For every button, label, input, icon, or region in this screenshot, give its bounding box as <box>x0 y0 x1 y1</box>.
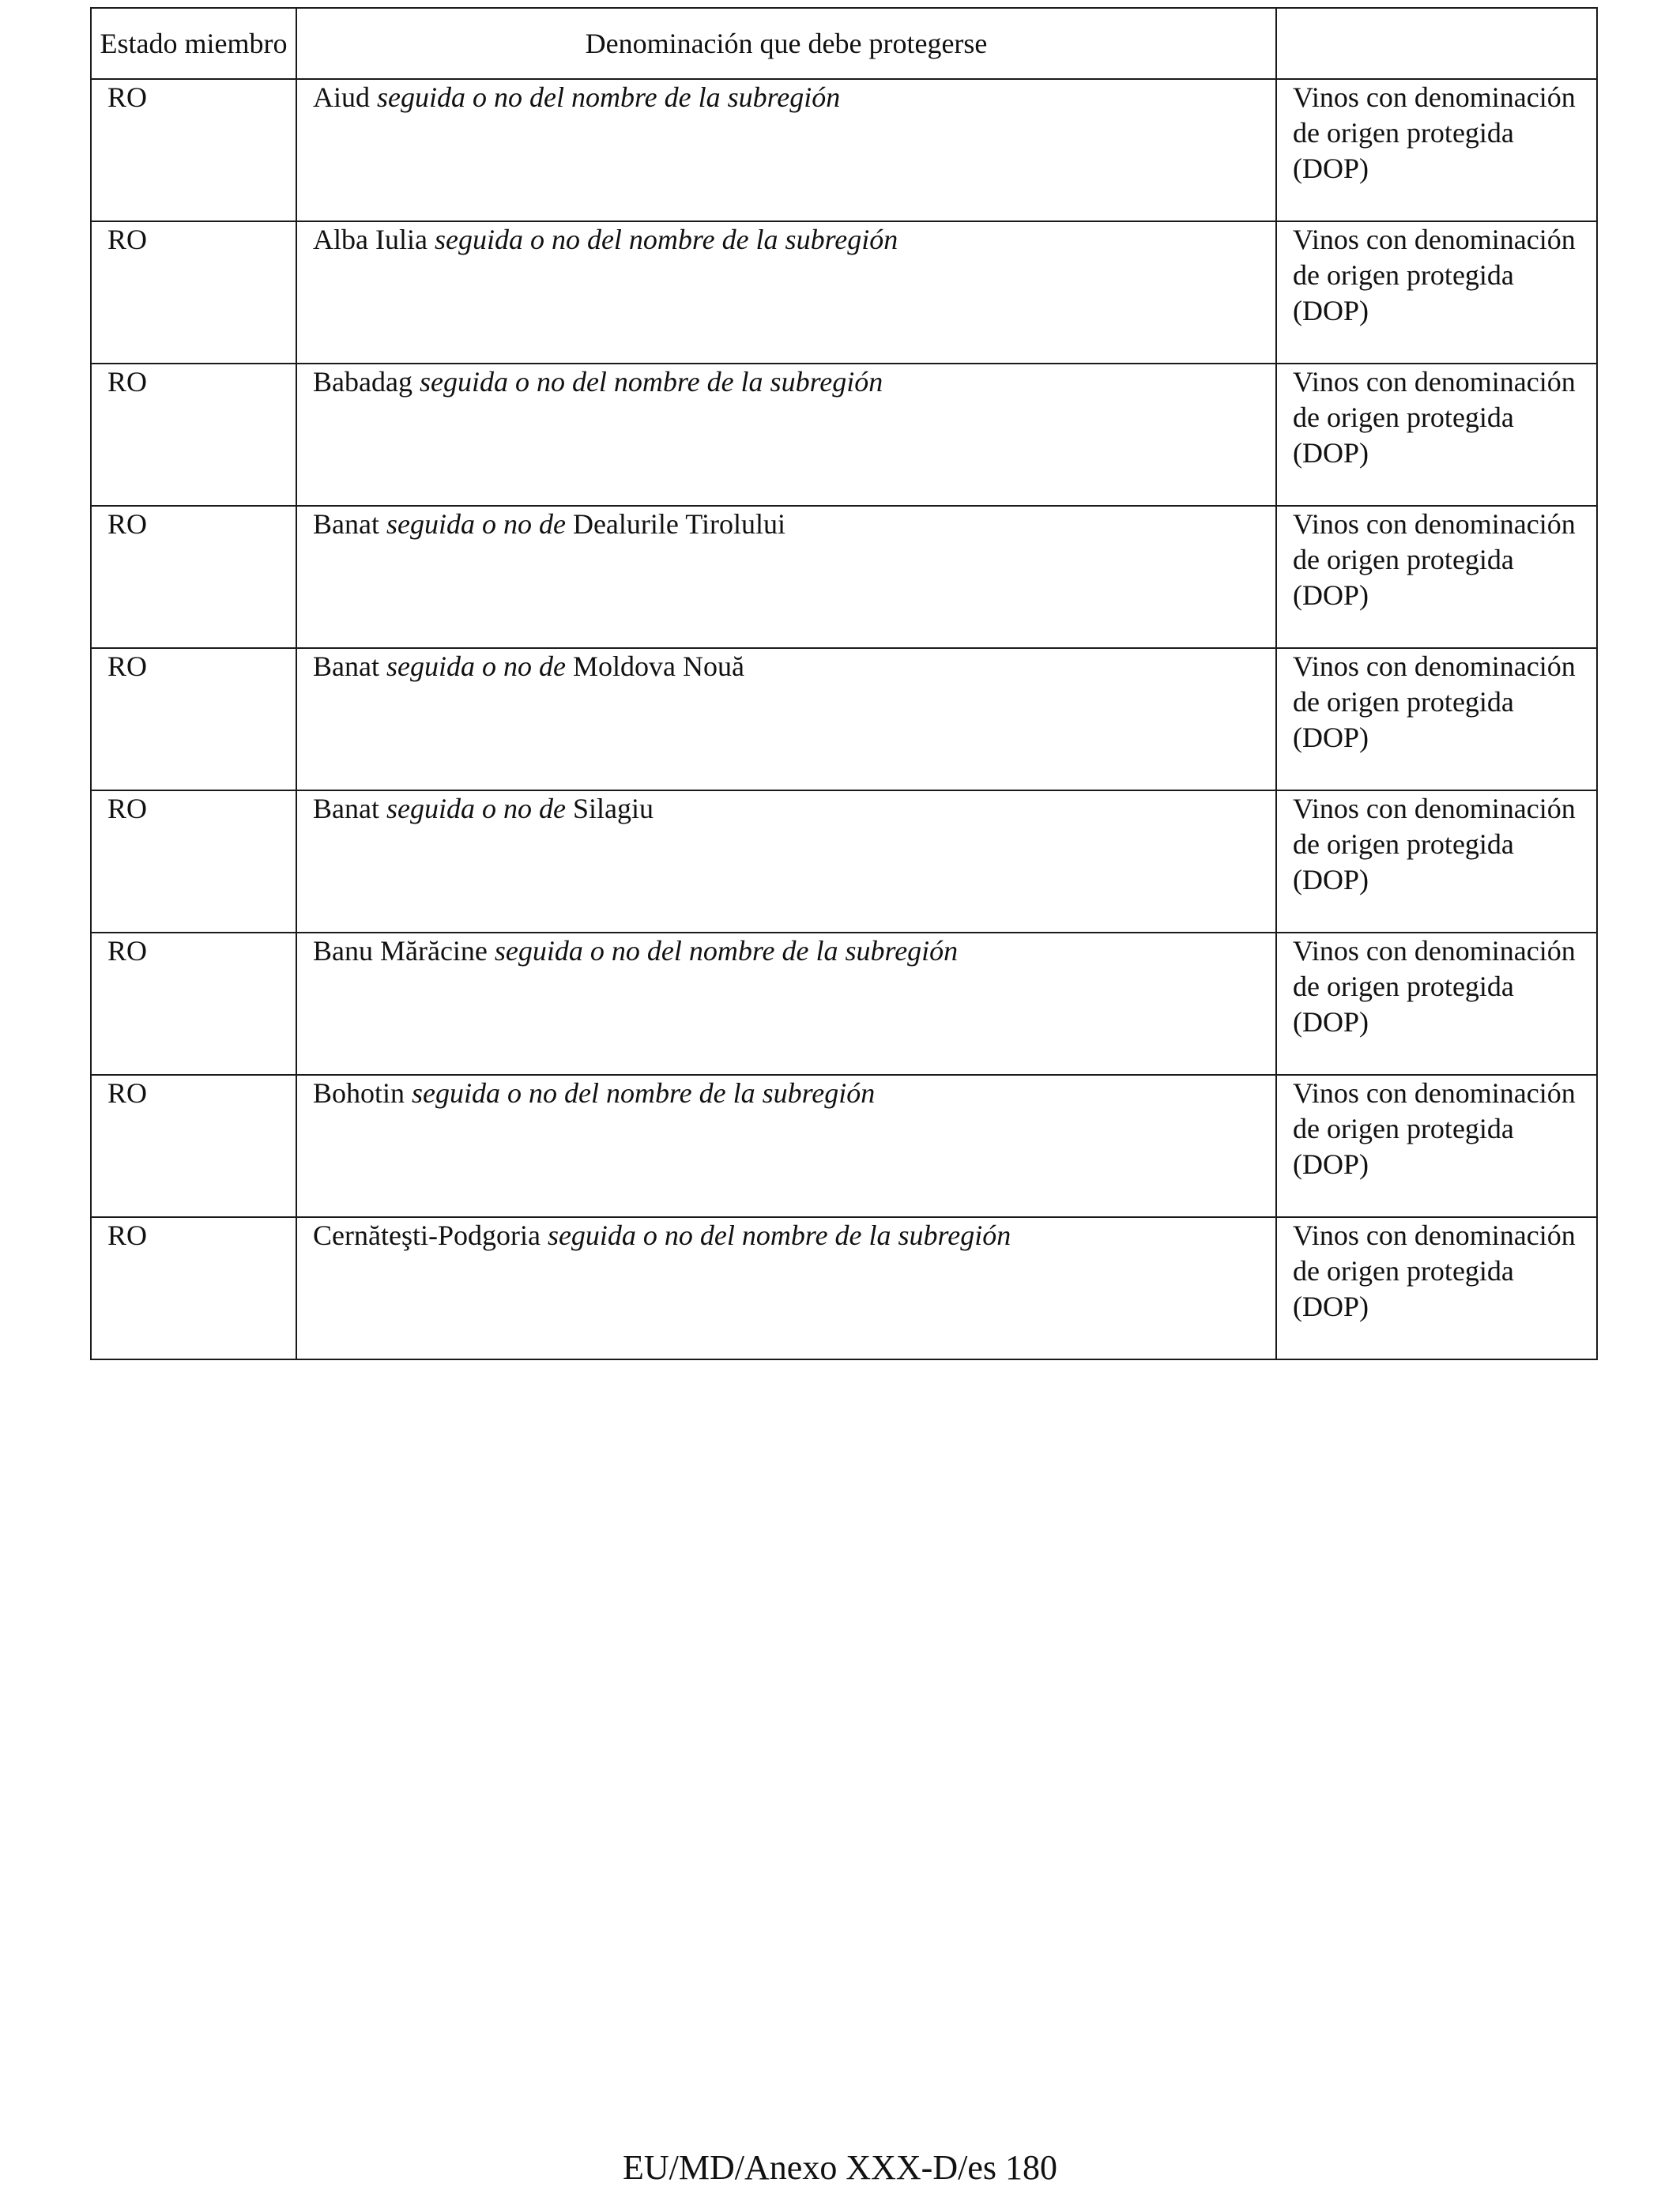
table-row <box>91 221 1597 364</box>
category-cell: Vinos con denominación de origen protegida (DOP) <box>1276 1217 1597 1359</box>
designation-name: Aiud <box>313 81 370 113</box>
designation-qualifier: seguida o no del nombre de la subregión <box>547 1220 1011 1251</box>
designation-name: Babadag <box>313 366 412 398</box>
category-cell: Vinos con denominación de origen protegida (DOP) <box>1276 506 1597 648</box>
header-member-state: Estado miembro <box>91 8 296 79</box>
designation-subregion: Silagiu <box>572 793 654 824</box>
member-state-cell: RO <box>91 506 296 648</box>
table-row <box>91 933 1597 1075</box>
category-cell: Vinos con denominación de origen protegida (DOP) <box>1276 79 1597 221</box>
table-row <box>91 1075 1597 1217</box>
member-state-cell: RO <box>91 364 296 506</box>
designation-subregion: Moldova Nouă <box>572 650 744 682</box>
designation-name: Banat <box>313 650 379 682</box>
header-category <box>1276 8 1597 79</box>
designation-qualifier: seguida o no de <box>386 793 566 824</box>
designation-name: Banu Mărăcine <box>313 935 488 967</box>
designation-qualifier: seguida o no del nombre de la subregión <box>419 366 883 398</box>
designation-qualifier: seguida o no del nombre de la subregión <box>377 81 841 113</box>
designation-name: Banat <box>313 793 379 824</box>
member-state-cell: RO <box>91 221 296 364</box>
designation-name: Bohotin <box>313 1077 405 1109</box>
table-row <box>91 790 1597 933</box>
member-state-cell: RO <box>91 648 296 790</box>
table-row <box>91 1217 1597 1359</box>
table-row <box>91 79 1597 221</box>
header-designation: Denominación que debe protegerse <box>296 8 1276 79</box>
designation-cell <box>296 790 1276 933</box>
table-row <box>91 506 1597 648</box>
designation-cell <box>296 648 1276 790</box>
category-cell: Vinos con denominación de origen protegida (DOP) <box>1276 1075 1597 1217</box>
category-cell: Vinos con denominación de origen protegida (DOP) <box>1276 933 1597 1075</box>
designation-qualifier: seguida o no del nombre de la subregión <box>494 935 959 967</box>
designation-name: Cernăteşti-Podgoria <box>313 1220 541 1251</box>
designation-qualifier: seguida o no de <box>386 650 566 682</box>
designation-subregion: Dealurile Tirolului <box>572 508 785 540</box>
designation-cell <box>296 79 1276 221</box>
category-cell: Vinos con denominación de origen protegida (DOP) <box>1276 790 1597 933</box>
designation-cell <box>296 1217 1276 1359</box>
designations-table <box>90 7 1598 1360</box>
member-state-cell: RO <box>91 79 296 221</box>
table-row <box>91 364 1597 506</box>
table-header-row <box>91 8 1597 79</box>
page-footer-reference: EU/MD/Anexo XXX-D/es 180 <box>623 2148 1057 2187</box>
table-body <box>91 79 1597 1359</box>
category-cell: Vinos con denominación de origen protegida (DOP) <box>1276 221 1597 364</box>
table-row <box>91 648 1597 790</box>
member-state-cell: RO <box>91 933 296 1075</box>
designation-cell <box>296 364 1276 506</box>
designation-qualifier: seguida o no del nombre de la subregión <box>434 224 898 255</box>
designation-cell <box>296 221 1276 364</box>
category-cell: Vinos con denominación de origen protegida (DOP) <box>1276 364 1597 506</box>
designation-cell <box>296 1075 1276 1217</box>
member-state-cell: RO <box>91 1217 296 1359</box>
designation-cell <box>296 506 1276 648</box>
designation-qualifier: seguida o no de <box>386 508 566 540</box>
designation-qualifier: seguida o no del nombre de la subregión <box>412 1077 876 1109</box>
designation-cell <box>296 933 1276 1075</box>
member-state-cell: RO <box>91 1075 296 1217</box>
category-cell: Vinos con denominación de origen protegida (DOP) <box>1276 648 1597 790</box>
designation-name: Banat <box>313 508 379 540</box>
member-state-cell: RO <box>91 790 296 933</box>
designation-name: Alba Iulia <box>313 224 428 255</box>
